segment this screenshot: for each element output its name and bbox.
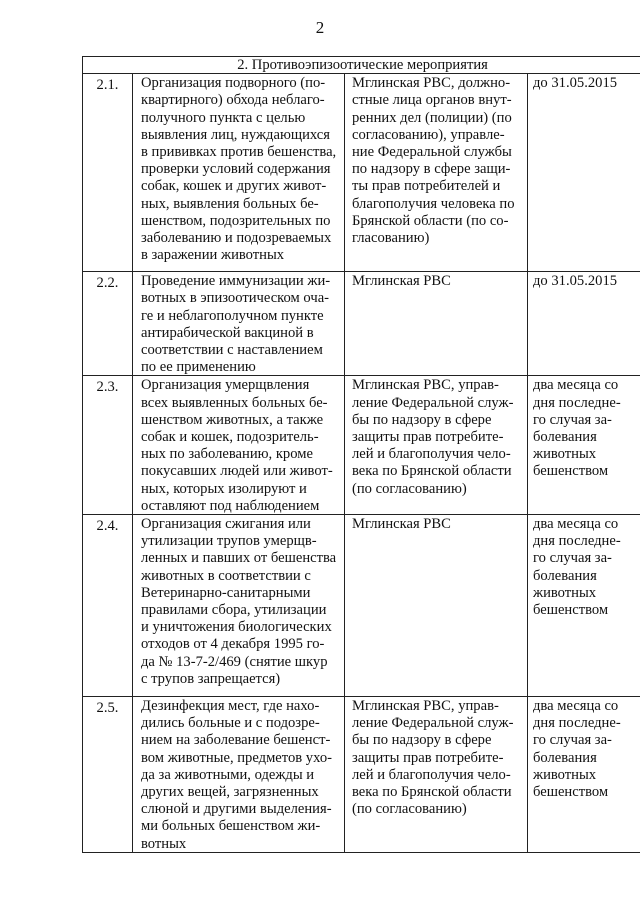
executor-line: лей и благополучия чело- [352, 446, 511, 463]
executor-line: благополучия человека по [352, 195, 515, 212]
measure-line: ных, выявления больных бе- [141, 195, 319, 212]
measure-line: животных в соответствии с [141, 567, 311, 584]
term-cell [528, 515, 640, 697]
executor-line: ние Федеральной службы [352, 144, 512, 161]
measure-line: собак, кошек и других живот- [141, 178, 327, 195]
executor-line: века по Брянской области [352, 784, 512, 801]
measure-line: шенством животных, а также [141, 411, 324, 428]
term-line: животных [533, 766, 597, 783]
measure-line: ленных и павших от бешенства [141, 550, 337, 567]
term-line: го случая за- [533, 550, 612, 567]
measure-line: утилизации трупов умерщв- [141, 533, 317, 550]
measure-line: покусавших людей или живот- [141, 463, 333, 480]
executor-line: гласованию) [352, 230, 430, 247]
executor-line: ренних дел (полиции) (по [352, 109, 512, 126]
measure-line: и уничтожения биологических [141, 619, 332, 636]
measure-line: нием на заболевание бешенст- [141, 732, 331, 749]
term-line: го случая за- [533, 732, 612, 749]
measure-line: с трупов запрещается) [141, 670, 281, 687]
executor-line: ты прав потребителей и [352, 178, 501, 195]
item-number: 2.2. [96, 275, 119, 292]
term-line: животных [533, 446, 597, 463]
executor-line: бы по надзору в сфере [352, 411, 492, 428]
measure-line: квартирного) обхода неблаго- [141, 92, 325, 109]
measure-line: соответствии с наставлением [141, 342, 323, 359]
measure-cell [133, 74, 345, 272]
table-row [83, 376, 640, 515]
table-row [83, 74, 640, 272]
measure-line: вом животные, предметов ухо- [141, 749, 332, 766]
term-line: животных [533, 584, 597, 601]
executor-line: Брянской области (по со- [352, 212, 509, 229]
measure-cell [133, 272, 345, 376]
term-line: дня последне- [533, 533, 621, 550]
measure-line: да за животными, одежды и [141, 766, 315, 783]
measures-table [82, 56, 640, 853]
executor-line: по надзору в сфере защи- [352, 161, 511, 178]
executor-line: Мглинская РВС, должно- [352, 75, 511, 92]
executor-line: ление Федеральной служ- [352, 394, 514, 411]
measure-line: вотных в эпизоотическом оча- [141, 290, 330, 307]
item-number-cell [83, 272, 133, 376]
executor-line: стные лица органов внут- [352, 92, 512, 109]
item-number: 2.4. [96, 518, 119, 535]
item-number-cell [83, 74, 133, 272]
executor-cell [345, 272, 528, 376]
section-header-row [83, 57, 640, 74]
page-number: 2 [315, 18, 325, 37]
measure-line: Дезинфекция мест, где нахо- [141, 698, 320, 715]
executor-line: Мглинская РВС, управ- [352, 698, 499, 715]
executor-cell [345, 515, 528, 697]
term-line: бешенством [533, 463, 609, 480]
measure-cell [133, 515, 345, 697]
table-row [83, 515, 640, 697]
measure-line: выявления лиц, нуждающихся [141, 126, 330, 143]
measure-line: вотных [141, 835, 187, 852]
measure-line: в прививках против бешенства, [141, 144, 337, 161]
measure-line: ных по заболеванию, кроме [141, 446, 313, 463]
measure-line: отходов от 4 декабря 1995 го- [141, 636, 325, 653]
measure-line: ми больных бешенством жи- [141, 818, 321, 835]
measure-line: по ее применению [141, 359, 256, 376]
term-cell [528, 74, 640, 272]
executor-cell [345, 74, 528, 272]
term-line: го случая за- [533, 411, 612, 428]
executor-line: защиты прав потребите- [352, 749, 504, 766]
measure-line: да № 13-7-2/469 (снятие шкур [141, 653, 328, 670]
term-cell [528, 272, 640, 376]
measure-line: ных, которых изолируют и [141, 480, 307, 497]
executor-cell [345, 697, 528, 853]
table-row [83, 272, 640, 376]
measure-line: проверки условий содержания [141, 161, 331, 178]
item-number: 2.5. [96, 700, 119, 717]
measure-line: шенством, подозрительных по [141, 212, 331, 229]
item-number: 2.1. [96, 77, 119, 94]
term-line: бешенством [533, 602, 609, 619]
item-number-cell [83, 697, 133, 853]
measure-line: правилами сбора, утилизации [141, 602, 327, 619]
term-cell [528, 697, 640, 853]
measure-line: собак и кошек, подозритель- [141, 429, 319, 446]
measure-line: Организация подворного (по- [141, 75, 326, 92]
term-line: два месяца со [533, 377, 619, 394]
executor-line: лей и благополучия чело- [352, 766, 511, 783]
measure-line: дились больные и с подозре- [141, 715, 320, 732]
executor-line: (по согласованию) [352, 480, 467, 497]
measure-line: в заражении животных [141, 247, 285, 264]
executor-line: века по Брянской области [352, 463, 512, 480]
measure-line: всех выявленных больных бе- [141, 394, 328, 411]
term-line: дня последне- [533, 394, 621, 411]
executor-line: бы по надзору в сфере [352, 732, 492, 749]
term-line: болевания [533, 429, 597, 446]
executor-line: Мглинская РВС, управ- [352, 377, 499, 394]
item-number-cell [83, 376, 133, 515]
measure-line: других вещей, загрязненных [141, 784, 319, 801]
measure-cell [133, 697, 345, 853]
measure-line: Организация умерщвления [141, 377, 310, 394]
executor-line: Мглинская РВС [352, 273, 451, 290]
measure-cell [133, 376, 345, 515]
item-number: 2.3. [96, 379, 119, 396]
executor-line: (по согласованию) [352, 801, 467, 818]
term-line: болевания [533, 749, 597, 766]
measure-line: оставляют под наблюдением [141, 497, 320, 514]
measure-line: антирабической вакциной в [141, 324, 314, 341]
executor-cell [345, 376, 528, 515]
executor-line: Мглинская РВС [352, 516, 451, 533]
measure-line: Ветеринарно-санитарными [141, 584, 311, 601]
measure-line: слюной и другими выделения- [141, 801, 332, 818]
term-line: дня последне- [533, 715, 621, 732]
term-line: до 31.05.2015 [533, 273, 618, 290]
executor-line: ление Федеральной служ- [352, 715, 514, 732]
term-line: два месяца со [533, 516, 619, 533]
term-line: болевания [533, 567, 597, 584]
measure-line: ге и неблагополучном пункте [141, 307, 324, 324]
term-cell [528, 376, 640, 515]
table-row [83, 697, 640, 853]
measure-line: получного пункта с целью [141, 109, 306, 126]
executor-line: защиты прав потребите- [352, 429, 504, 446]
executor-line: согласованию), управле- [352, 126, 505, 143]
measure-line: Проведение иммунизации жи- [141, 273, 331, 290]
term-line: до 31.05.2015 [533, 75, 618, 92]
measure-line: Организация сжигания или [141, 516, 311, 533]
measure-line: заболеванию и подозреваемых [141, 230, 332, 247]
term-line: бешенством [533, 784, 609, 801]
term-line: два месяца со [533, 698, 619, 715]
section-title: 2. Противоэпизоотические мероприятия [83, 57, 640, 74]
item-number-cell [83, 515, 133, 697]
